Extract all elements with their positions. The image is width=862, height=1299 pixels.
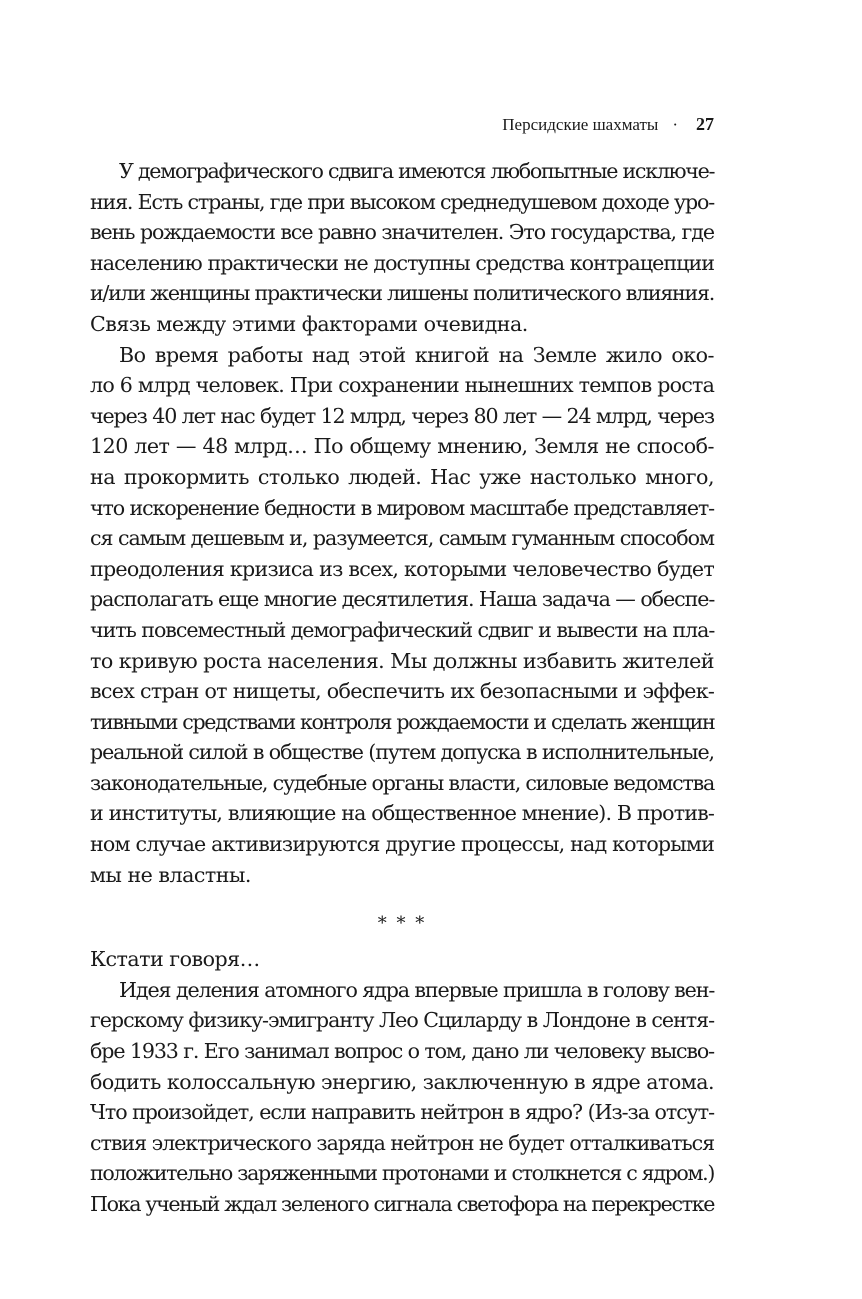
text-line: 120 лет — 48 млрд… По общему мнению, Земля не способ- xyxy=(90,434,714,459)
text-line: герскому физику-эмигранту Лео Сциларду в Лондоне в сентя- xyxy=(90,1008,715,1033)
text-line: преодоления кризиса из всех, которыми человечество будет xyxy=(90,556,714,581)
text-line: реальной силой в обществе (путем допуска в исполнительные, xyxy=(90,740,714,765)
page-number: 27 xyxy=(696,114,714,134)
text-line: ло 6 млрд человек. При сохранении нынешних темпов роста xyxy=(90,373,715,398)
text-line: Пока ученый ждал зеленого сигнала светофора на перекрестке xyxy=(90,1192,715,1216)
text-line: то кривую роста населения. Мы должны избавить жителей xyxy=(90,648,714,673)
text-line: мы не властны. xyxy=(90,862,251,887)
text-line: и/или женщины практически лишены политического влияния. xyxy=(90,281,714,306)
text-line: тивными средствами контроля рождаемости и сделать женщин xyxy=(90,709,715,734)
text-line: и институты, влияющие на общественное мнение). В против- xyxy=(90,801,715,826)
text-line: Связь между этими факторами очевидна. xyxy=(90,311,528,336)
text-line: располагать еще многие десятилетия. Наша задача — обеспе- xyxy=(90,587,715,612)
text-line: Во время работы над этой книгой на Земле жило око- xyxy=(119,342,714,367)
aside-title: Кстати говоря… xyxy=(90,947,260,972)
text-line: вень рождаемости все равно значителен. Это государства, где xyxy=(90,220,714,245)
text-line: всех стран от нищеты, обеспечить их безопасными и эффек- xyxy=(90,679,715,704)
text-line: через 40 лет нас будет 12 млрд, через 80 лет — 24 млрд, через xyxy=(90,403,714,428)
text-line: бре 1933 г. Его занимал вопрос о том, дано ли человеку высво- xyxy=(90,1039,714,1064)
text-line: ся самым дешевым и, разумеется, самым гуманным способом xyxy=(90,526,714,551)
text-line: У демографического сдвига имеются любопытные исключе- xyxy=(119,159,715,183)
text-line: положительно заряженными протонами и столкнется с ядром.) xyxy=(90,1161,714,1186)
text-line: населению практически не доступны средства контрацепции xyxy=(90,250,714,275)
text-line: ном случае активизируются другие процессы, над которыми xyxy=(90,832,714,857)
paragraph-2 xyxy=(90,340,714,891)
paragraph-3 xyxy=(90,975,714,1220)
body-text xyxy=(90,156,714,1220)
text-line: законодательные, судебные органы власти, силовые ведомства xyxy=(90,770,715,795)
header-separator-dot: · xyxy=(672,115,678,134)
text-line: чить повсеместный демографический сдвиг и вывести на пла- xyxy=(90,617,715,642)
section-title: Персидские шахматы xyxy=(502,115,659,134)
text-line: Идея деления атомного ядра впервые пришла в голову вен- xyxy=(119,977,715,1002)
text-line: бодить колоссальную энергию, заключенную в ядре атома. xyxy=(90,1069,715,1094)
text-line: ствия электрического заряда нейтрон не будет отталкиваться xyxy=(90,1130,715,1155)
section-separator: * * * xyxy=(377,913,427,935)
running-header xyxy=(502,114,714,135)
text-line: что искоренение бедности в мировом масштабе представляет- xyxy=(90,495,715,520)
text-line: на прокормить столько людей. Нас уже настолько много, xyxy=(90,464,714,489)
paragraph-1 xyxy=(90,156,714,340)
text-line: ния. Есть страны, где при высоком среднедушевом доходе уро- xyxy=(90,189,714,214)
text-line: Что произойдет, если направить нейтрон в ядро? (Из-за отсут- xyxy=(90,1100,714,1125)
